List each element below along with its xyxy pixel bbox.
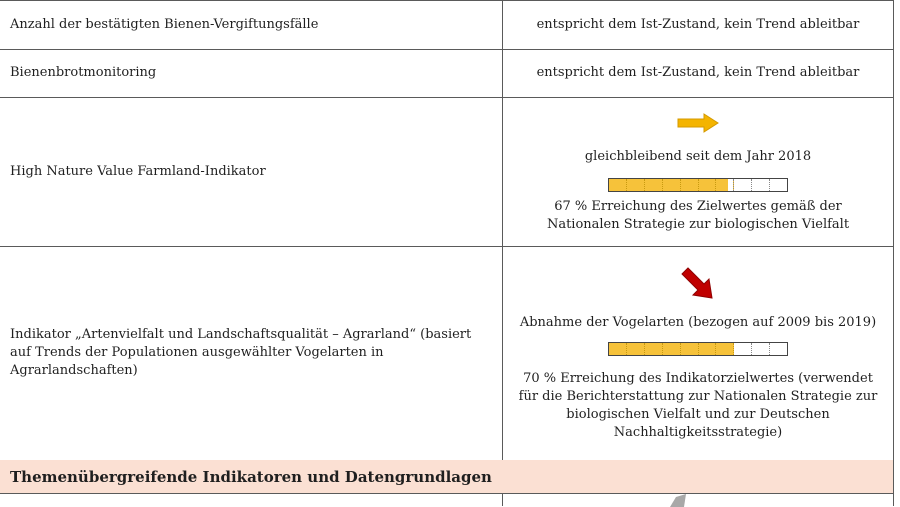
- progress-segment: [681, 179, 699, 191]
- progress-segment: [752, 343, 770, 355]
- progress-segment: [663, 179, 681, 191]
- progress-text: 67 % Erreichung des Zielwertes gemäß der Nationalen Strategie zur biologischen Vielfalt: [546, 198, 850, 232]
- progress-segment: [770, 343, 787, 355]
- indicator-status: [503, 0, 893, 49]
- status-text: entspricht dem Ist-Zustand, kein Trend ableitbar: [536, 65, 860, 80]
- trend-text: gleichbleibend seit dem Jahr 2018: [584, 148, 812, 164]
- progress-segment: [770, 179, 787, 191]
- arrow-up-icon: [668, 494, 688, 507]
- progress-segment: [699, 179, 717, 191]
- column-divider: [502, 493, 503, 506]
- indicator-status: [503, 246, 893, 460]
- progress-segment: [627, 343, 645, 355]
- progress-segment: [663, 343, 681, 355]
- progress-segment: [609, 179, 627, 191]
- row-divider: [0, 493, 894, 494]
- progress-segment: [699, 343, 717, 355]
- progress-segment: [627, 179, 645, 191]
- arrow-down-right-icon: [678, 264, 718, 304]
- progress-bar: [608, 342, 788, 356]
- progress-segment: [645, 343, 663, 355]
- indicator-name: Anzahl der bestätigten Bienen-Vergiftungsfälle: [10, 16, 319, 32]
- status-text: entspricht dem Ist-Zustand, kein Trend ableitbar: [536, 16, 860, 32]
- section-heading: Themenübergreifende Indikatoren und Datengrundlagen: [0, 460, 893, 493]
- progress-segment: [609, 343, 627, 355]
- progress-segment: [716, 343, 734, 355]
- trend-text: Abnahme der Vogelarten (bezogen auf 2009 bis 2019): [519, 315, 877, 330]
- progress-bar: [608, 178, 788, 192]
- indicator-status: [503, 49, 893, 97]
- progress-segment: [734, 179, 752, 191]
- table-border-right: [893, 0, 894, 506]
- indicator-name: Indikator „Artenvielfalt und Landschaftsqualität – Agrarland“ (basiert auf Trends der Populationen ausgewählter Vogelarten in Agrarlandschaften): [10, 327, 472, 378]
- progress-text: 70 % Erreichung des Indikatorzielwertes (verwendet für die Berichterstattung zur Nationalen Strategie zur biologischen Vielfalt und zur Deutschen Nachhaltigkeitsstrategie): [518, 371, 878, 440]
- progress-segment: [734, 343, 752, 355]
- progress-segment: [681, 343, 699, 355]
- arrow-right-icon: [676, 112, 720, 134]
- progress-segment: [645, 179, 663, 191]
- progress-segment: [716, 179, 734, 191]
- progress-segment: [752, 179, 770, 191]
- indicator-name: Bienenbrotmonitoring: [10, 65, 157, 80]
- indicator-name: High Nature Value Farmland-Indikator: [10, 163, 266, 179]
- indicator-status: [503, 97, 893, 246]
